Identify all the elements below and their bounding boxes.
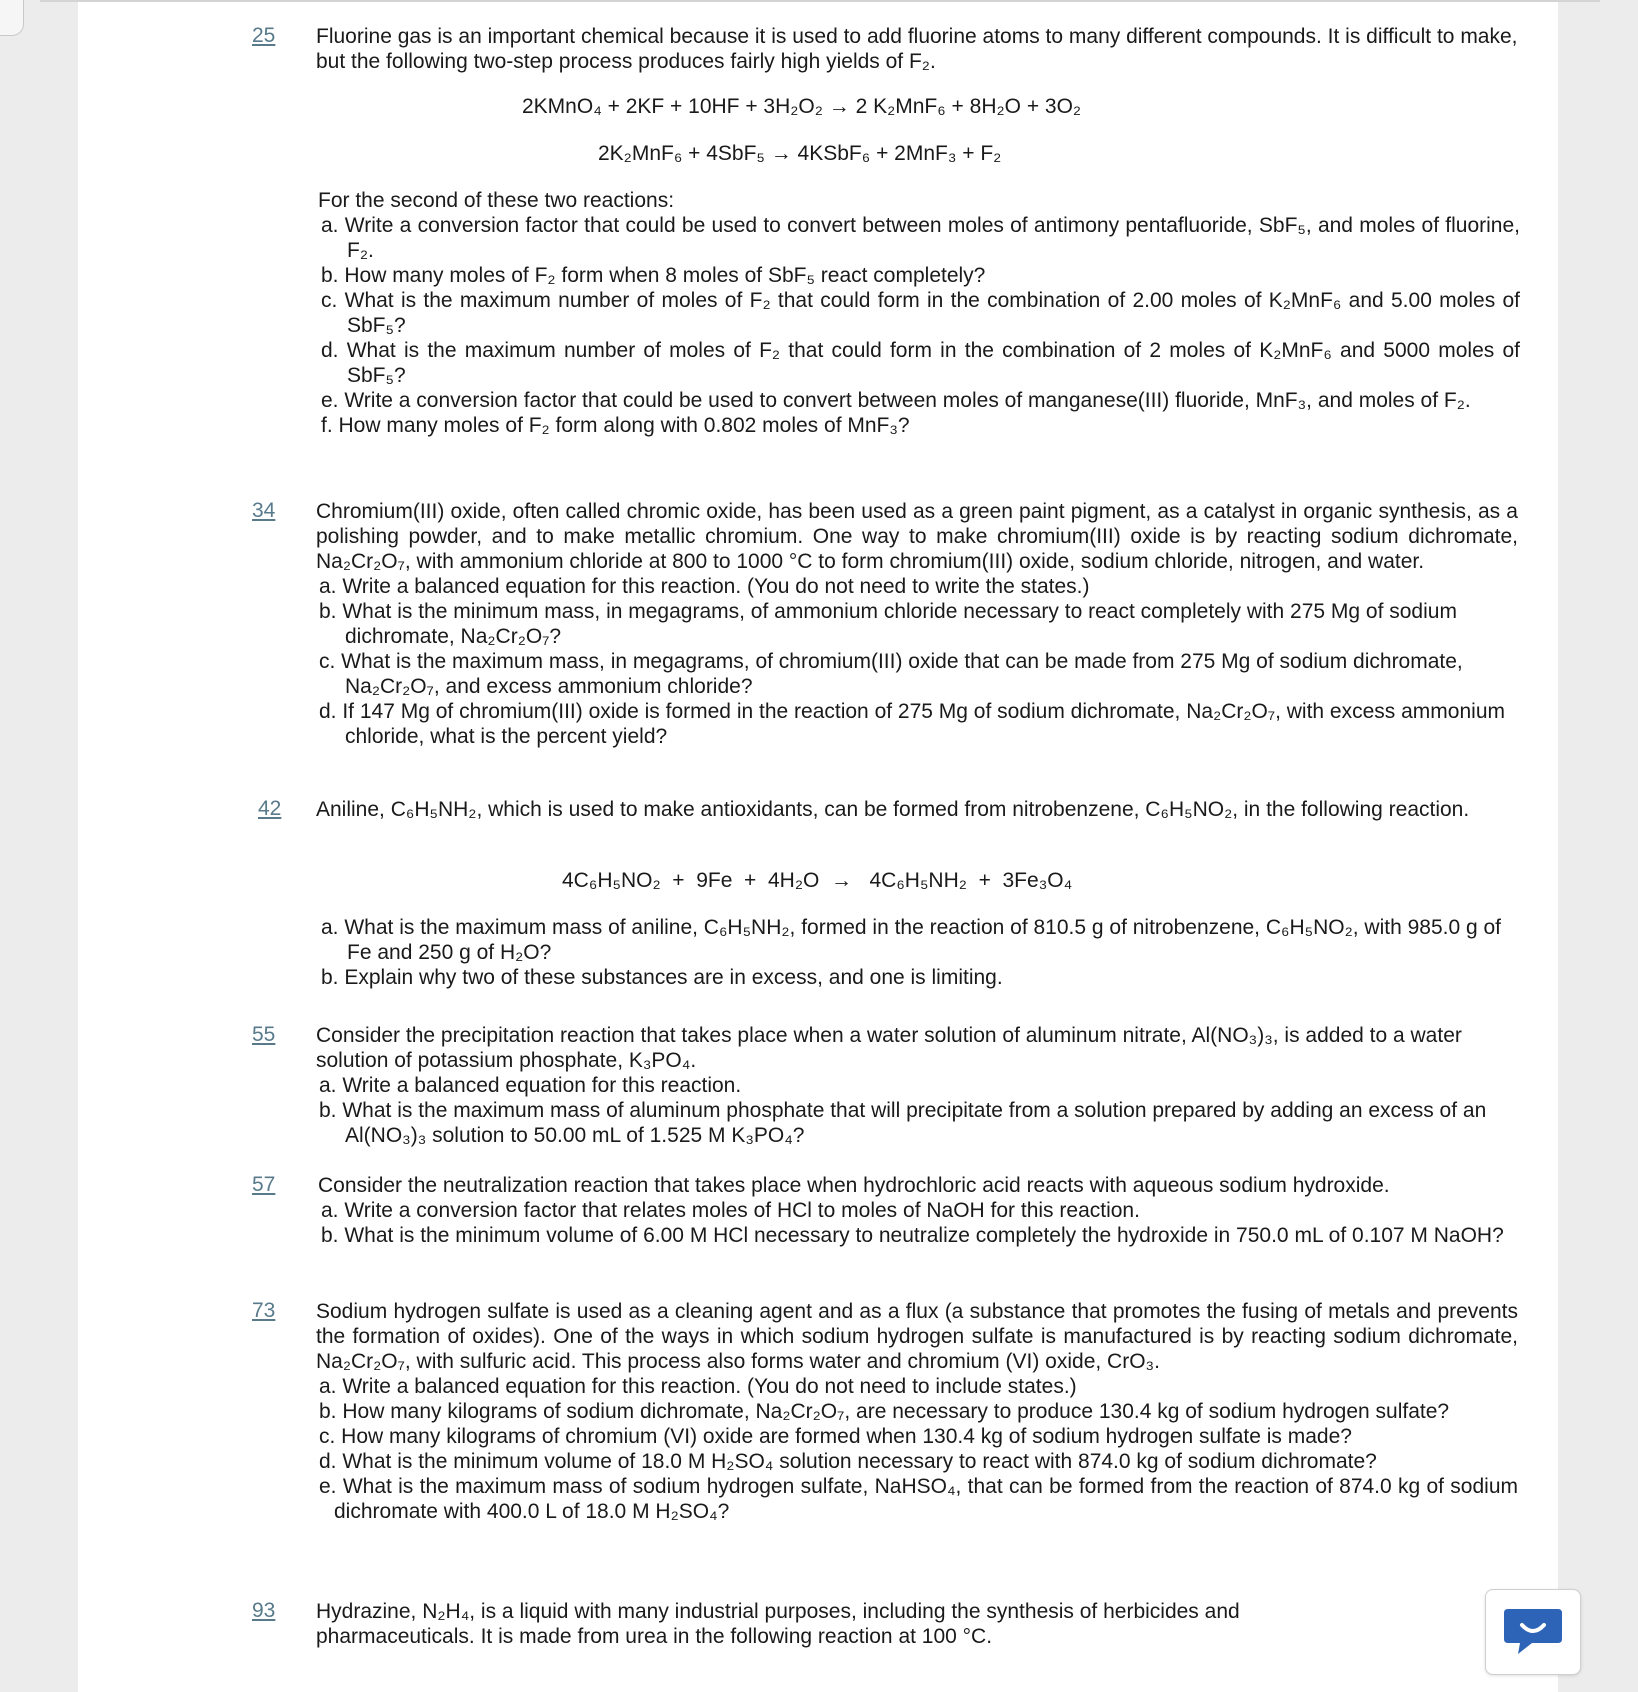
equation: 4C₆H₅NO₂ + 9Fe + 4H₂O → 4C₆H₅NH₂ + 3Fe₃O₄	[562, 869, 1073, 892]
question-part: a. Write a balanced equation for this reaction. (You do not need to write the states.)	[319, 575, 1090, 598]
document-page	[78, 2, 1558, 1692]
problem-number-link[interactable]: 34	[252, 499, 276, 522]
chat-feedback-icon	[1502, 1605, 1564, 1657]
question-part: c. What is the maximum number of moles of F₂ that could form in the combination of 2.00 moles of K₂MnF₆ and 5.00 moles of SbF₅?	[321, 289, 1520, 337]
equation: 2K₂MnF₆ + 4SbF₅ → 4KSbF₆ + 2MnF₃ + F₂	[598, 142, 1002, 165]
feedback-chat-button[interactable]	[1485, 1589, 1581, 1675]
question-part: b. Explain why two of these substances are in excess, and one is limiting.	[321, 966, 1003, 989]
question-part: a. Write a conversion factor that relates moles of HCl to moles of NaOH for this reaction.	[321, 1199, 1140, 1222]
problem-number-link[interactable]: 55	[252, 1023, 276, 1046]
problem-text: Aniline, C₆H₅NH₂, which is used to make antioxidants, can be formed from nitrobenzene, C₆H₅NO₂, in the following reaction.	[316, 798, 1470, 821]
question-part: a. Write a balanced equation for this reaction. (You do not need to include states.)	[319, 1375, 1077, 1398]
question-part: b. What is the maximum mass of aluminum phosphate that will precipitate from a solution prepared by adding an excess of an Al(NO₃)₃ solution to 50.00 mL of 1.525 M K₃PO₄?	[319, 1099, 1487, 1147]
question-part: b. How many moles of F₂ form when 8 moles of SbF₅ react completely?	[321, 264, 986, 287]
problem-text: Chromium(III) oxide, often called chromic oxide, has been used as a green paint pigment, as a catalyst in organic synthesis, as a polishing powder, and to make metallic chromium. One way to make chromium(III) oxide is by reacting sodium dichromate, Na₂Cr₂O₇, with ammonium chloride at 800 to 1000 °C to form chromium(III) oxide, sodium chloride, nitrogen, and water.	[316, 500, 1518, 573]
problem-number-link[interactable]: 93	[252, 1599, 276, 1622]
problem-number-link[interactable]: 73	[252, 1299, 276, 1322]
problem-text: Consider the precipitation reaction that takes place when a water solution of aluminum nitrate, Al(NO₃)₃, is added to a water solution of potassium phosphate, K₃PO₄.	[316, 1024, 1462, 1072]
question-part: d. What is the maximum number of moles of F₂ that could form in the combination of 2 moles of K₂MnF₆ and 5000 moles of SbF₅?	[321, 339, 1520, 387]
problem-number-link[interactable]: 25	[252, 24, 276, 47]
question-part: b. What is the minimum volume of 6.00 M HCl necessary to neutralize completely the hydroxide in 750.0 mL of 0.107 M NaOH?	[321, 1224, 1504, 1247]
side-tab	[0, 0, 24, 36]
question-part: c. What is the maximum mass, in megagrams, of chromium(III) oxide that can be made from 275 Mg of sodium dichromate, Na₂Cr₂O₇, and excess ammonium chloride?	[319, 650, 1463, 698]
equation: 2KMnO₄ + 2KF + 10HF + 3H₂O₂ → 2 K₂MnF₆ + 8H₂O + 3O₂	[522, 95, 1082, 118]
question-part: e. Write a conversion factor that could be used to convert between moles of manganese(III) fluoride, MnF₃, and moles of F₂.	[321, 389, 1471, 412]
question-part: a. Write a conversion factor that could be used to convert between moles of antimony pentafluoride, SbF₅, and moles of fluorine, F₂.	[321, 214, 1520, 262]
problem-text: Sodium hydrogen sulfate is used as a cleaning agent and as a flux (a substance that promotes the fusing of metals and prevents the formation of oxides). One of the ways in which sodium hydrogen sulfate is manufactured is by reacting sodium dichromate, Na₂Cr₂O₇, with sulfuric acid. This process also forms water and chromium (VI) oxide, CrO₃.	[316, 1300, 1518, 1373]
question-part: f. How many moles of F₂ form along with 0.802 moles of MnF₃?	[321, 414, 910, 437]
problem-number-link[interactable]: 42	[258, 797, 282, 820]
question-part: e. What is the maximum mass of sodium hydrogen sulfate, NaHSO₄, that can be formed from the reaction of 874.0 kg of sodium dichromate with 400.0 L of 18.0 M H₂SO₄?	[319, 1475, 1518, 1523]
problem-text: Consider the neutralization reaction that takes place when hydrochloric acid reacts with aqueous sodium hydroxide.	[318, 1174, 1390, 1197]
question-part: d. If 147 Mg of chromium(III) oxide is formed in the reaction of 275 Mg of sodium dichromate, Na₂Cr₂O₇, with excess ammonium chloride, what is the percent yield?	[319, 700, 1505, 748]
question-part: b. What is the minimum mass, in megagrams, of ammonium chloride necessary to react completely with 275 Mg of sodium dichromate, Na₂Cr₂O₇?	[319, 600, 1457, 648]
question-part: b. How many kilograms of sodium dichromate, Na₂Cr₂O₇, are necessary to produce 130.4 kg of sodium hydrogen sulfate?	[319, 1400, 1450, 1423]
question-part: a. What is the maximum mass of aniline, C₆H₅NH₂, formed in the reaction of 810.5 g of nitrobenzene, C₆H₅NO₂, with 985.0 g of Fe and 250 g of H₂O?	[321, 916, 1502, 964]
lead-text: For the second of these two reactions:	[318, 189, 675, 212]
problem-number-link[interactable]: 57	[252, 1173, 276, 1196]
problem-text: Fluorine gas is an important chemical because it is used to add fluorine atoms to many different compounds. It is difficult to make, but the following two-step process produces fairly high yields of F₂.	[316, 25, 1518, 73]
question-part: d. What is the minimum volume of 18.0 M H₂SO₄ solution necessary to react with 874.0 kg of sodium dichromate?	[319, 1450, 1377, 1473]
question-part: a. Write a balanced equation for this reaction.	[319, 1074, 742, 1097]
question-part: c. How many kilograms of chromium (VI) oxide are formed when 130.4 kg of sodium hydrogen sulfate is made?	[319, 1425, 1352, 1448]
problem-text: Hydrazine, N₂H₄, is a liquid with many industrial purposes, including the synthesis of herbicides and pharmaceuticals. It is made from urea in the following reaction at 100 °C.	[316, 1600, 1240, 1648]
